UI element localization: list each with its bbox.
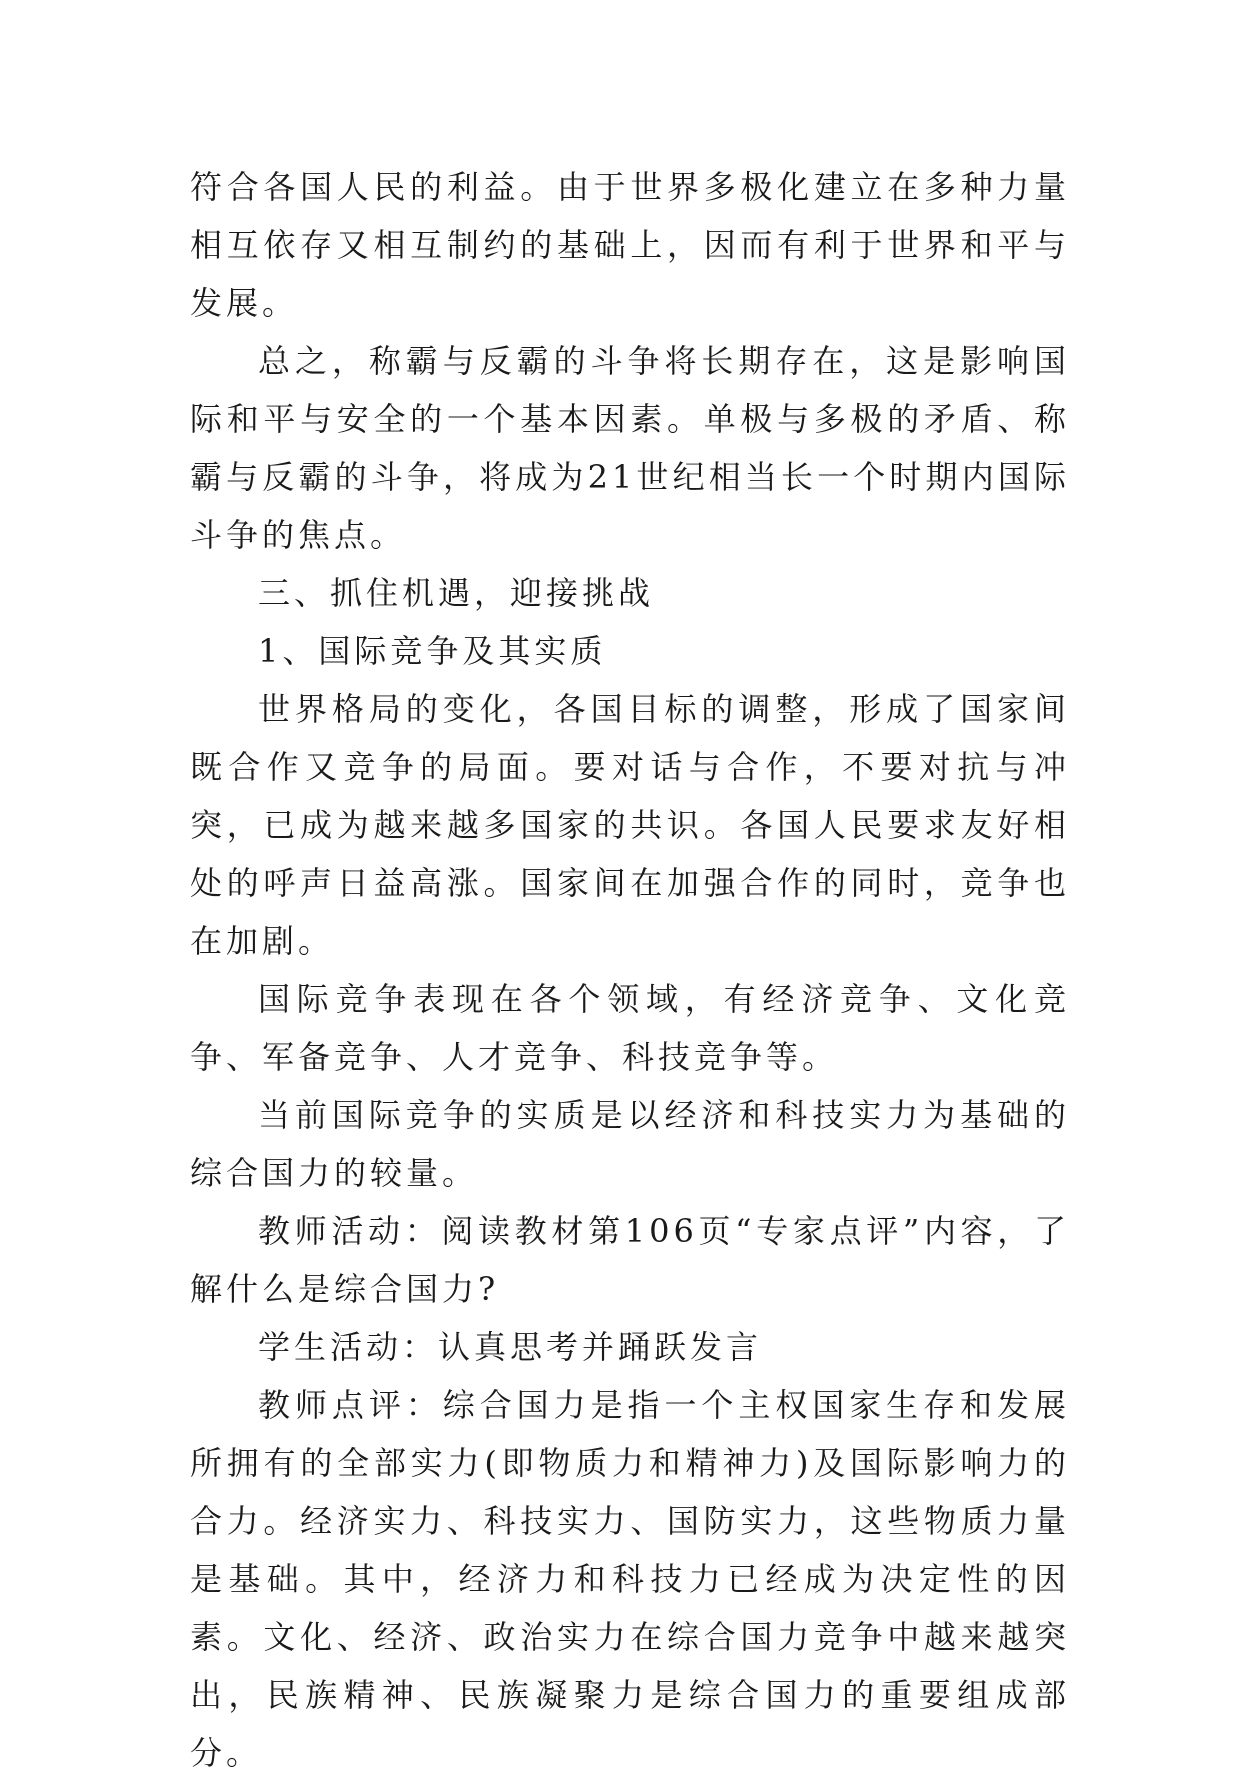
section-heading: 三、抓住机遇，迎接挑战 xyxy=(258,574,655,612)
document-body xyxy=(190,158,1070,1782)
paragraph: 教师点评：综合国力是指一个主权国家生存和发展所拥有的全部实力(即物质力和精神力)及国际影响力的合力。经济实力、科技实力、国防实力，这些物质力量是基础。其中，经济力和科技力已经成为决定性的因素。文化、经济、政治实力在综合国力竞争中越来越突出，民族精神、民族凝聚力是综合国力的重要组成部分。 xyxy=(190,1386,1070,1772)
paragraph: 符合各国人民的利益。由于世界多极化建立在多种力量相互依存又相互制约的基础上，因而有利于世界和平与发展。 xyxy=(190,168,1070,322)
paragraph: 教师活动：阅读教材第106页“专家点评”内容，了解什么是综合国力? xyxy=(190,1212,1070,1308)
subsection-heading: 1、国际竞争及其实质 xyxy=(258,632,607,670)
paragraph: 学生活动：认真思考并踊跃发言 xyxy=(258,1328,763,1366)
paragraph: 当前国际竞争的实质是以经济和科技实力为基础的综合国力的较量。 xyxy=(190,1096,1070,1192)
paragraph: 总之，称霸与反霸的斗争将长期存在，这是影响国际和平与安全的一个基本因素。单极与多极的矛盾、称霸与反霸的斗争，将成为21世纪相当长一个时期内国际斗争的焦点。 xyxy=(190,342,1070,554)
paragraph: 世界格局的变化，各国目标的调整，形成了国家间既合作又竞争的局面。要对话与合作，不要对抗与冲突，已成为越来越多国家的共识。各国人民要求友好相处的呼声日益高涨。国家间在加强合作的同时，竞争也在加剧。 xyxy=(190,690,1070,960)
paragraph: 国际竞争表现在各个领域，有经济竞争、文化竞争、军备竞争、人才竞争、科技竞争等。 xyxy=(190,980,1070,1076)
